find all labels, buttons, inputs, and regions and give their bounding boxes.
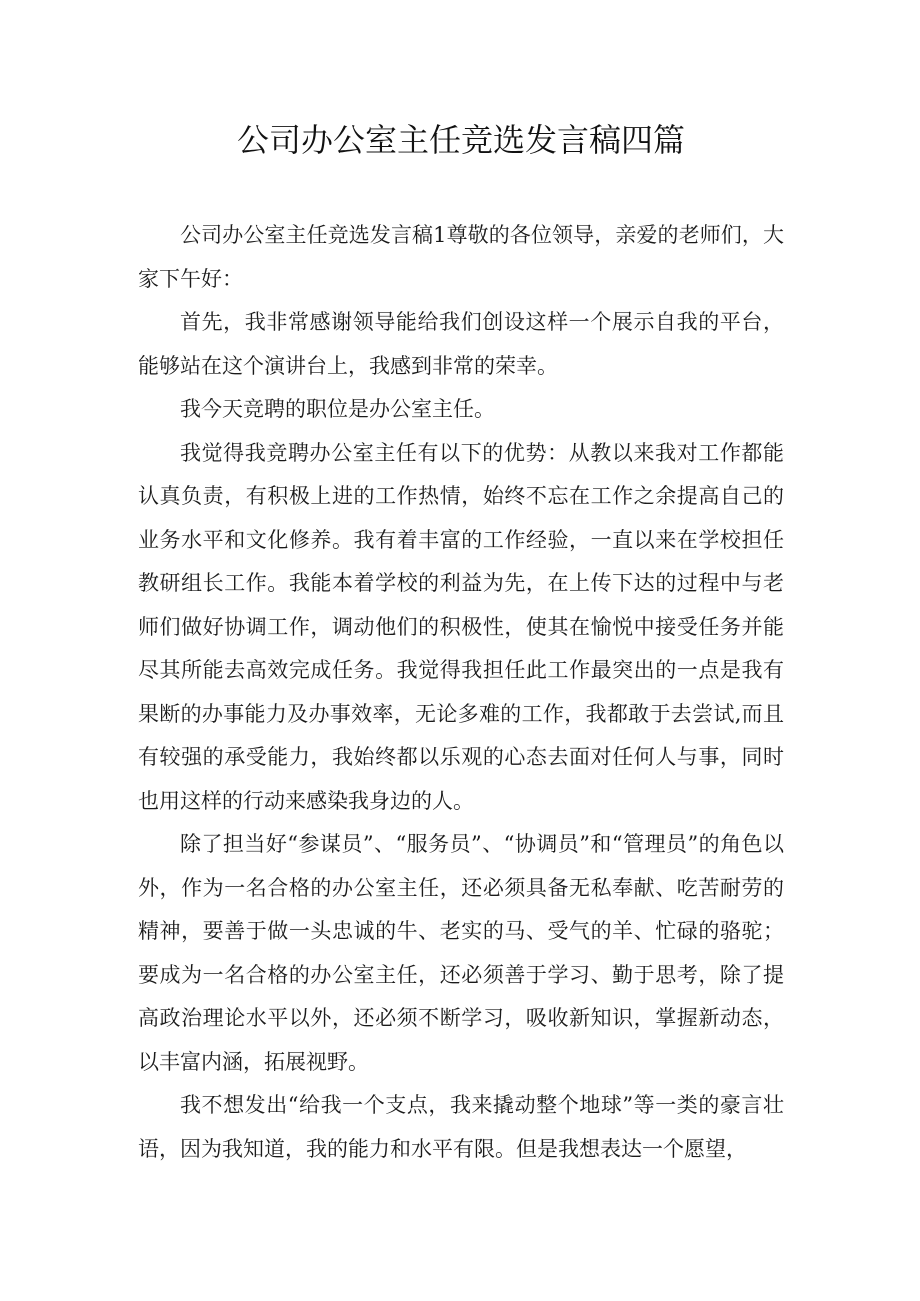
document-title: 公司办公室主任竞选发言稿四篇 bbox=[236, 121, 685, 159]
paragraph-5: 除了担当好“参谋员”、“服务员”、“协调员”和“管理员”的角色以外，作为一名合格的办公室主任，还必须具备无私奉献、吃苦耐劳的精神，要善于做一头忠诚的牛、老实的马、受气的羊、忙碌的骆驼；要成为一名合格的办公室主任，还必须善于学习、勤于思考，除了提高政治理论水平以外，还必须不断学习，吸收新知识，掌握新动态，以丰富内涵，拓展视野。 bbox=[138, 832, 784, 1074]
document-body bbox=[138, 214, 784, 1171]
paragraph-4: 我觉得我竞聘办公室主任有以下的优势：从教以来我对工作都能认真负责，有积极上进的工作热情，始终不忘在工作之余提高自己的业务水平和文化修养。我有着丰富的工作经验，一直以来在学校担任教研组长工作。我能本着学校的利益为先，在上传下达的过程中与老师们做好协调工作，调动他们的积极性，使其在愉悦中接受任务并能尽其所能去高效完成任务。我觉得我担任此工作最突出的一点是我有果断的办事能力及办事效率，无论多难的工作，我都敢于去尝试,而且有较强的承受能力，我始终都以乐观的心态去面对任何人与事，同时也用这样的行动来感染我身边的人。 bbox=[138, 440, 784, 813]
paragraph-6: 我不想发出“给我一个支点，我来撬动整个地球”等一类的豪言壮语，因为我知道，我的能力和水平有限。但是我想表达一个愿望， bbox=[138, 1093, 784, 1161]
paragraph-3: 我今天竞聘的职位是办公室主任。 bbox=[180, 397, 495, 421]
paragraph-1: 公司办公室主任竞选发言稿1尊敬的各位领导，亲爱的老师们，大家下午好： bbox=[138, 223, 784, 291]
paragraph-2: 首先，我非常感谢领导能给我们创设这样一个展示自我的平台，能够站在这个演讲台上，我感到非常的荣幸。 bbox=[138, 310, 784, 378]
